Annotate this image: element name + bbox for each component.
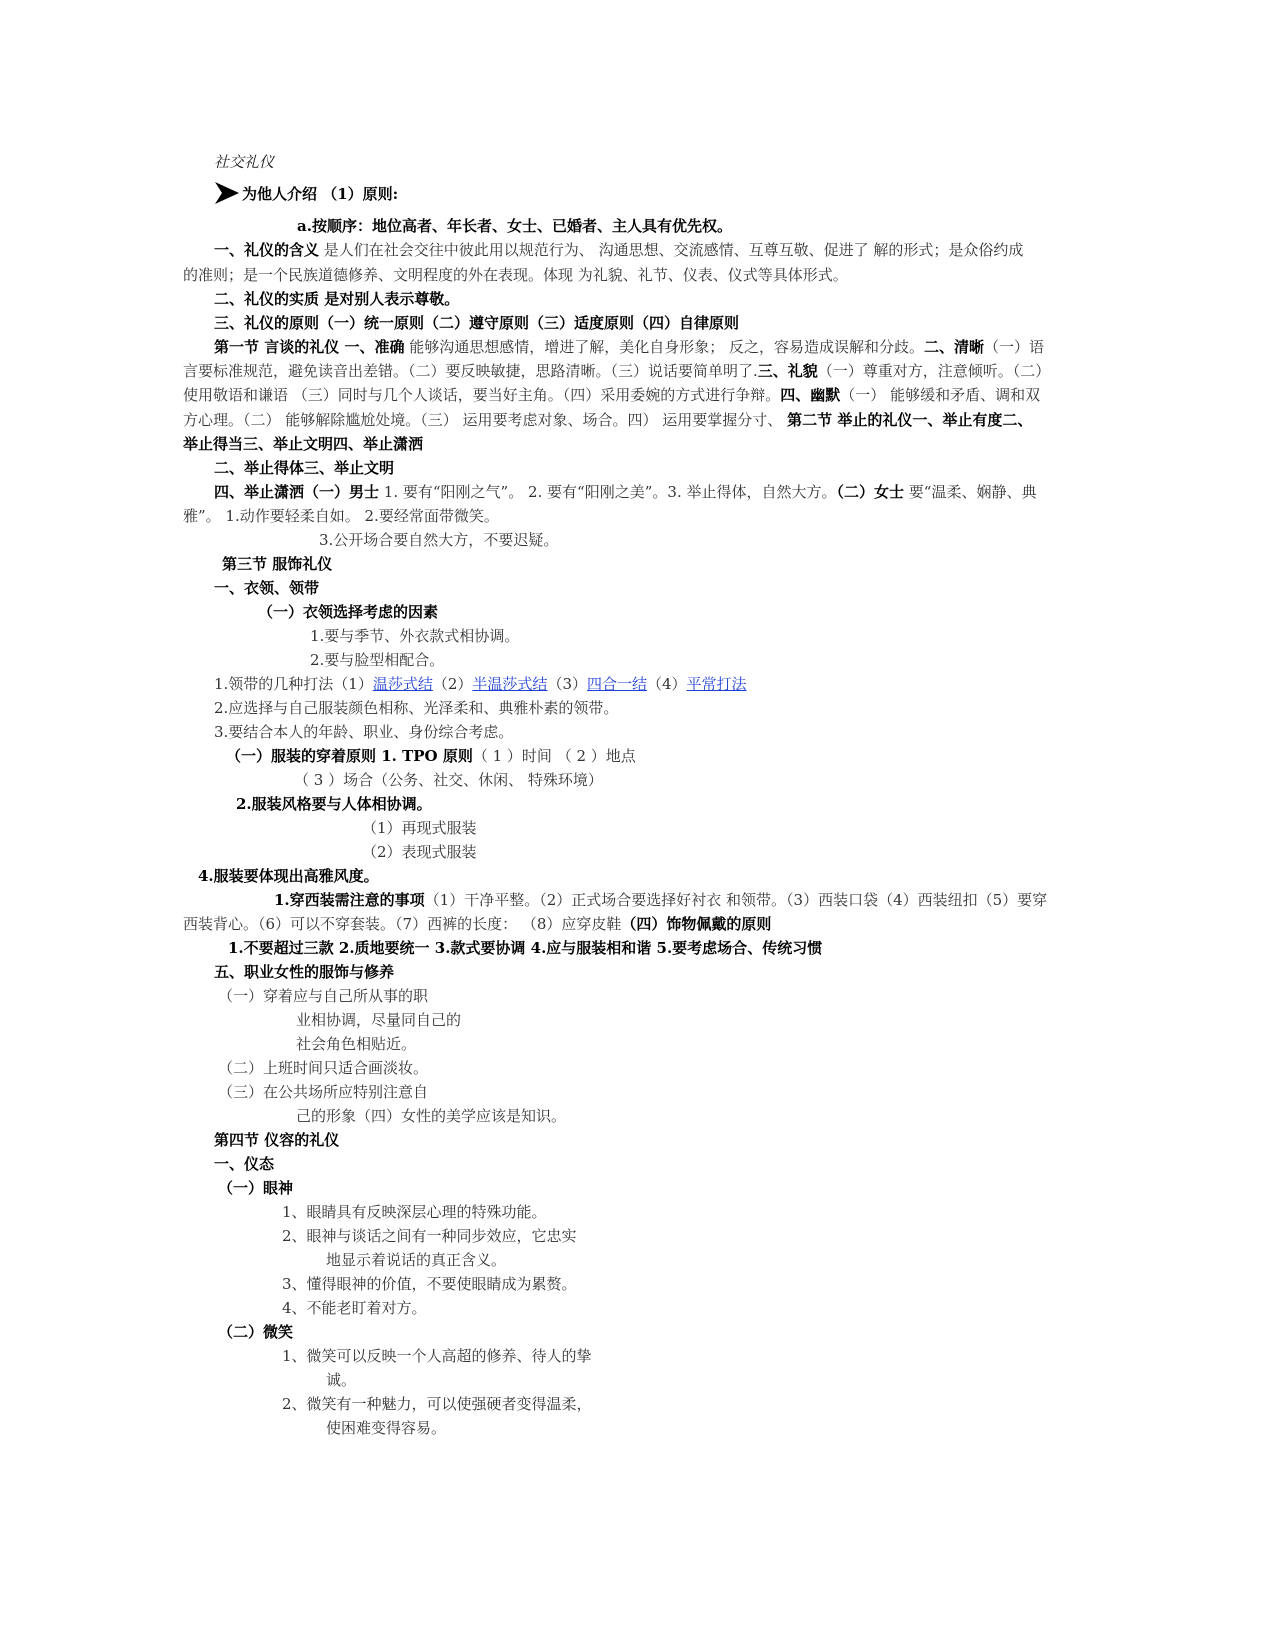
arrowhead-bullet-icon: [214, 181, 240, 205]
sec3-l2: 2.要与脸型相配合。: [310, 651, 445, 669]
women-item3: （三）在公共场所应特别注意自: [218, 1083, 429, 1101]
women-item3b: 己的形象（四）女性的美学应该是知识。: [296, 1107, 567, 1125]
s1-text1: 是人们在社会交往中彼此用以规范行为、 沟通思想、交流感情、互尊互敬、促进了 解的形式；是众俗约成: [323, 241, 1024, 259]
eye-item2b: 地显示着说话的真正含义。: [326, 1251, 507, 1269]
grace-line1: [214, 482, 1036, 502]
intro-heading: 为他人介绍 （1）原则:: [242, 185, 399, 203]
eye-item3: 3、懂得眼神的价值，不要使眼睛成为累赘。: [282, 1275, 577, 1293]
tpo-line: [226, 746, 636, 766]
behavior-heading: 二、举止得体三、举止文明: [214, 459, 395, 477]
grace-men-text: 1. 要有“阳刚之气”。 2. 要有“阳刚之美”。3. 举止得体，自然大方。: [383, 483, 837, 501]
sec3-h5: 五、职业女性的服饰与修养: [214, 963, 395, 981]
eye-item4: 4、不能老盯着对方。: [282, 1299, 427, 1317]
sec1-line1: [214, 337, 1044, 357]
tie-methods-line: [214, 674, 747, 694]
smile-item2: 2、微笑有一种魅力，可以使强硬者变得温柔，: [282, 1395, 592, 1413]
sec1-text: （一） 能够缓和矛盾、调和双: [840, 386, 1041, 404]
sec4-heading: 第四节 仪容的礼仪: [214, 1131, 340, 1149]
sec1-text: 言要标准规范，避免读音出差错。（二）要反映敏捷，思路清晰。（三）说话要简单明了.: [183, 362, 758, 380]
women-item1: （一）穿着应与自己所从事的职: [218, 987, 429, 1005]
accessory-rules: 1.不要超过三款 2.质地要统一 3.款式要协调 4.应与服装相和谐 5.要考虑场合、传统习惯: [228, 939, 823, 957]
grace-line2: 雅”。 1.动作要轻柔自如。 2.要经常面带微笑。: [183, 507, 499, 525]
style-item2: （2）表现式服装: [362, 843, 477, 861]
sec1-clarity-heading: 二、清晰: [924, 338, 985, 356]
sec2-heading: 第二节 举止的礼仪一、举止有度二、: [787, 411, 1033, 429]
sec1-line4: [183, 410, 1032, 430]
sec1-text: 方心理。（二） 能够解除尴尬处境。（三） 运用要考虑对象、场合。四） 运用要掌握分寸、: [183, 411, 783, 429]
grace-dress-heading: 4.服装要体现出高雅风度。: [198, 867, 379, 885]
sec3-l1: 1.要与季节、外衣款式相协调。: [310, 627, 520, 645]
intro-heading-line: [214, 180, 398, 208]
sec1-line3: [183, 385, 1040, 405]
eye-item2: 2、眼神与谈话之间有一种同步效应，它忠实: [282, 1227, 577, 1245]
tie-methods-prefix: 1.领带的几种打法（1）: [214, 675, 373, 693]
grace-women-heading: （二）女士: [836, 483, 904, 501]
sec1-text: 能够沟通思想感情，增进了解，美化自身形象； 反之，容易造成误解和分歧。: [409, 338, 925, 356]
sec3-h1: 一、衣领、领带: [214, 579, 320, 597]
tie-link-half-windsor[interactable]: 半温莎式结: [472, 675, 548, 693]
women-item1b: 业相协调，尽量同自己的: [296, 1011, 462, 1029]
sec1-line2: [183, 361, 1050, 381]
suit-text: （1）干净平整。（2）正式场合要选择好衬衣 和领带。（3）西装口袋（4）西装纽扣（5）要穿: [424, 891, 1048, 909]
tie-link-plain-knot[interactable]: 平常打法: [686, 675, 747, 693]
women-item1c: 社会角色相贴近。: [296, 1035, 417, 1053]
s1-heading: 一、礼仪的含义: [214, 241, 320, 259]
tie-num: （2）: [432, 675, 473, 693]
suit-line1: [274, 890, 1047, 910]
sec1-courtesy-heading: 三、礼貌: [757, 362, 818, 380]
tie-num: （4）: [647, 675, 687, 693]
tie-link-four-in-hand[interactable]: 四合一结: [586, 675, 647, 693]
s1-text2: 的准则；是一个民族道德修养、文明程度的外在表现。体现 为礼貌、礼节、仪表、仪式等具体形式。: [183, 266, 848, 284]
tie-link-windsor[interactable]: 温莎式结: [372, 675, 433, 693]
style-heading: 2.服装风格要与人体相协调。: [236, 795, 432, 813]
tpo-heading: （一）服装的穿着原则 1. TPO 原则: [226, 747, 473, 765]
suit-text2: 西装背心。（6）可以不穿套装。（7）西裤的长度： （8）应穿皮鞋: [183, 915, 622, 933]
suit-heading: 1.穿西装需注意的事项: [274, 891, 425, 909]
sec1-heading: 第一节 言谈的礼仪 一、准确: [214, 338, 405, 356]
sec1-text: 使用敬语和谦语 （三）同时与几个人谈话，要当好主角。（四）采用委婉的方式进行争辩。: [183, 386, 781, 404]
accessory-heading: （四）饰物佩戴的原则: [621, 915, 772, 933]
eye-item1: 1、眼睛具有反映深层心理的特殊功能。: [282, 1203, 547, 1221]
women-item2: （二）上班时间只适合画淡妆。: [218, 1059, 429, 1077]
sec3-heading: 第三节 服饰礼仪: [222, 555, 333, 573]
s1-line1: [214, 240, 1023, 260]
tie-num: （3）: [547, 675, 587, 693]
grace-line3: 3.公开场合要自然大方，不要迟疑。: [319, 531, 559, 549]
smile-heading: （二）微笑: [218, 1323, 294, 1341]
s3-heading: 三、礼仪的原则（一）统一原则（二）遵守原则（三）适度原则（四）自律原则: [214, 314, 740, 332]
grace-women-text: 要“温柔、娴静、典: [908, 483, 1037, 501]
eye-heading: （一）眼神: [218, 1179, 294, 1197]
sec1-text: （一）语: [984, 338, 1045, 356]
sec1-line5: 举止得当三、举止文明四、举止潇洒: [183, 435, 424, 453]
sec4-h1: 一、仪态: [214, 1155, 275, 1173]
sec3-l3: 2.应选择与自己服装颜色相称、光泽柔和、典雅朴素的领带。: [214, 699, 619, 717]
suit-line2: [183, 914, 771, 934]
s2-heading: 二、礼仪的实质 是对别人表示尊敬。: [214, 290, 460, 308]
tpo-text: （ 1 ）时间 （ 2 ）地点: [472, 747, 636, 765]
page-title: 社交礼仪: [214, 153, 275, 171]
sec3-l4: 3.要结合本人的年龄、职业、身份综合考虑。: [214, 723, 514, 741]
smile-item2b: 使困难变得容易。: [326, 1419, 447, 1437]
sec3-h2: （一）衣领选择考虑的因素: [258, 603, 439, 621]
grace-men-heading: 四、举止潇洒（一）男士: [214, 483, 380, 501]
smile-item1b: 诚。: [326, 1371, 357, 1389]
sec1-text: （一）尊重对方，注意倾听。（二）: [817, 362, 1051, 380]
smile-item1: 1、微笑可以反映一个人高超的修养、待人的挚: [282, 1347, 592, 1365]
style-item1: （1）再现式服装: [362, 819, 477, 837]
intro-rule-a: a.按顺序：地位高者、年长者、女士、已婚者、主人具有优先权。: [297, 217, 732, 235]
sec1-humor-heading: 四、幽默: [780, 386, 841, 404]
tpo-line2: （ 3 ）场合（公务、社交、休闲、 特殊环境）: [294, 771, 603, 789]
